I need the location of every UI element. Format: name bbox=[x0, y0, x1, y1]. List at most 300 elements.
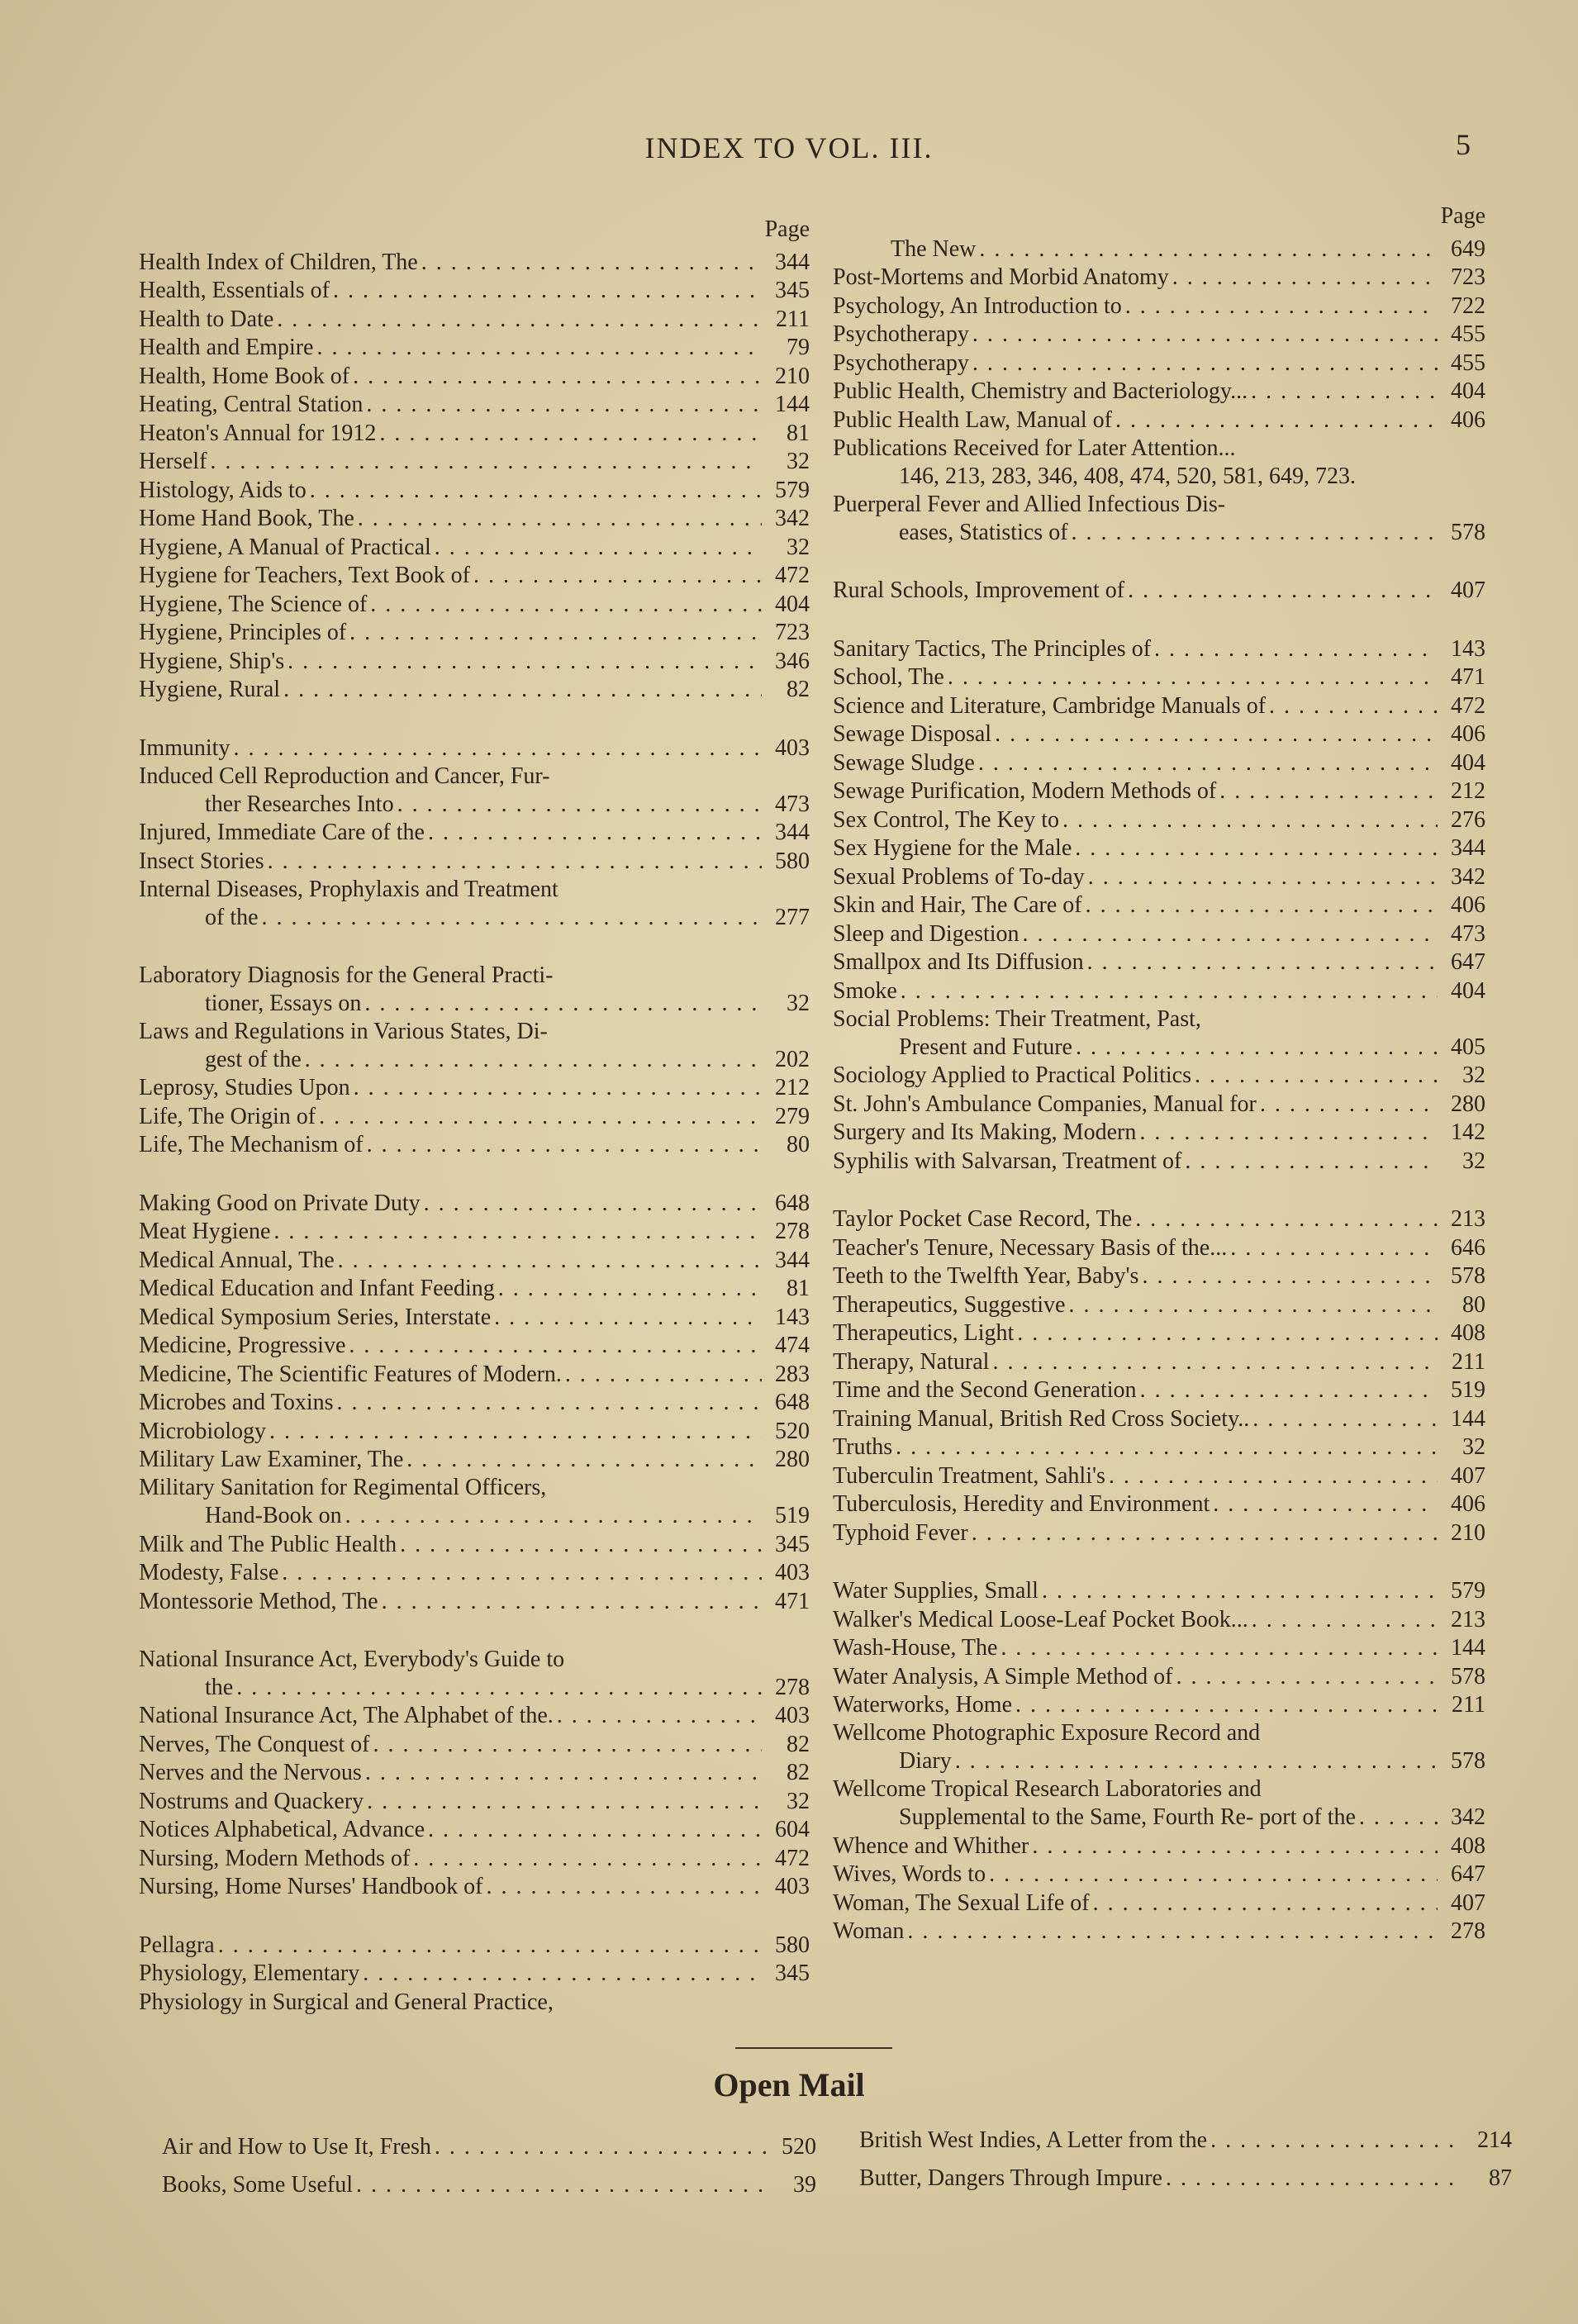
index-entry-title: Post-Mortems and Morbid Anatomy bbox=[833, 264, 1169, 290]
index-entry-title: Sociology Applied to Practical Politics bbox=[833, 1062, 1191, 1088]
leader-dots bbox=[494, 1304, 762, 1332]
index-entry-title: Wellcome Tropical Research Laboratories and bbox=[833, 1776, 1262, 1802]
leader-dots bbox=[1042, 1577, 1438, 1605]
index-entry-page: 406 bbox=[1451, 892, 1485, 918]
index-entry-title-continued: gest of the bbox=[205, 1046, 302, 1072]
leader-dots bbox=[486, 1873, 762, 1901]
index-entry bbox=[833, 863, 1485, 891]
page-column-label: Page bbox=[1440, 203, 1485, 229]
leader-dots bbox=[1260, 1091, 1438, 1119]
index-group-gap bbox=[833, 1176, 1485, 1205]
leader-dots bbox=[1219, 777, 1438, 806]
leader-dots bbox=[364, 990, 762, 1018]
index-entry-page: 404 bbox=[1451, 977, 1485, 1004]
index-entry bbox=[833, 891, 1485, 920]
leader-dots bbox=[473, 562, 762, 590]
index-entry-page: 646 bbox=[1451, 1234, 1485, 1261]
index-entry-page: 407 bbox=[1451, 577, 1485, 603]
index-entry bbox=[833, 292, 1485, 321]
index-entry-page: 723 bbox=[1451, 264, 1485, 290]
index-entry-title: St. John's Ambulance Companies, Manual for bbox=[833, 1091, 1257, 1117]
index-entry-title: Laws and Regulations in Various States, Di- bbox=[139, 1018, 548, 1044]
index-entry-title: Life, The Mechanism of bbox=[139, 1132, 364, 1157]
index-entry-title: Hygiene, Principles of bbox=[139, 620, 347, 645]
index-entry-title: Herself bbox=[139, 449, 207, 474]
leader-dots bbox=[233, 734, 762, 763]
index-entry bbox=[833, 1205, 1485, 1234]
index-entry-title-continued: eases, Statistics of bbox=[899, 519, 1068, 545]
index-entry-title: Nursing, Home Nurses' Handbook of bbox=[139, 1874, 483, 1899]
leader-dots bbox=[1142, 1262, 1438, 1290]
index-entry bbox=[833, 1319, 1485, 1348]
index-entry-continuation bbox=[139, 1046, 810, 1074]
leader-dots bbox=[397, 791, 762, 819]
index-entry bbox=[139, 1787, 810, 1816]
leader-dots bbox=[1213, 1490, 1438, 1518]
leader-dots bbox=[273, 1218, 762, 1246]
index-entry bbox=[139, 847, 810, 876]
index-entry-page: 32 bbox=[787, 990, 810, 1016]
index-entry bbox=[139, 1131, 810, 1160]
index-entry-page: 403 bbox=[775, 1703, 810, 1728]
index-entry-title: Injured, Immediate Care of the bbox=[139, 820, 425, 845]
leader-dots bbox=[421, 249, 762, 277]
leader-dots bbox=[1076, 1034, 1438, 1062]
leader-dots bbox=[379, 420, 762, 448]
leader-dots bbox=[979, 235, 1438, 264]
index-entry-page: 471 bbox=[775, 1588, 810, 1614]
leader-dots bbox=[1185, 1148, 1438, 1176]
index-entry-title: Social Problems: Their Treatment, Past, bbox=[833, 1005, 1201, 1032]
index-entry-title: Sewage Disposal bbox=[833, 721, 992, 747]
index-entry-page: 213 bbox=[1451, 1206, 1485, 1232]
leader-dots bbox=[989, 1861, 1438, 1889]
leader-dots bbox=[435, 534, 762, 562]
index-entry-title: Modesty, False bbox=[139, 1560, 279, 1585]
index-entry bbox=[139, 1246, 810, 1275]
index-entry-title: Butter, Dangers Through Impure bbox=[859, 2165, 1162, 2191]
leader-dots bbox=[972, 1519, 1438, 1547]
leader-dots bbox=[373, 1731, 762, 1759]
leader-dots bbox=[382, 1588, 762, 1616]
index-entry-title: National Insurance Act, Everybody's Guide to bbox=[139, 1646, 565, 1672]
index-entry-title: Water Analysis, A Simple Method of bbox=[833, 1663, 1173, 1690]
index-entry-title: Syphilis with Salvarsan, Treatment of bbox=[833, 1148, 1182, 1174]
leader-dots bbox=[1072, 519, 1438, 547]
index-entry-page: 32 bbox=[1462, 1434, 1485, 1460]
index-entry-page: 579 bbox=[1451, 1578, 1485, 1604]
index-entry bbox=[139, 1332, 810, 1361]
index-entry-title: Medical Symposium Series, Interstate bbox=[139, 1304, 492, 1330]
leader-dots bbox=[1075, 834, 1438, 863]
leader-dots bbox=[1176, 1663, 1438, 1691]
index-entry-page: 648 bbox=[775, 1390, 810, 1415]
index-entry-page: 406 bbox=[1451, 406, 1485, 433]
leader-dots bbox=[901, 977, 1438, 1005]
index-entry bbox=[139, 876, 810, 932]
page-header-title: INDEX TO VOL. III. bbox=[644, 131, 934, 164]
index-entry-title: Whence and Whither bbox=[833, 1832, 1029, 1859]
leader-dots bbox=[349, 619, 762, 647]
index-entry-page: 404 bbox=[1451, 378, 1485, 404]
index-entry bbox=[139, 1559, 810, 1588]
index-entry-title: Tuberculosis, Heredity and Environment bbox=[833, 1491, 1210, 1517]
index-entry bbox=[139, 1074, 810, 1103]
leader-dots bbox=[363, 1960, 762, 1988]
index-entry bbox=[139, 248, 810, 277]
index-entry bbox=[139, 362, 810, 391]
index-entry-title: National Insurance Act, The Alphabet of the. bbox=[139, 1703, 554, 1728]
index-entry-title: Puerperal Fever and Allied Infectious Dis- bbox=[833, 491, 1226, 517]
index-entry-title: Sexual Problems of To-day bbox=[833, 863, 1085, 890]
index-entry bbox=[139, 962, 810, 1018]
index-entry-title-continued: Supplemental to the Same, Fourth Re- port of the bbox=[899, 1804, 1356, 1830]
index-entry-title: Sex Hygiene for the Male bbox=[833, 835, 1072, 861]
index-entry-title: British West Indies, A Letter from the bbox=[859, 2127, 1208, 2153]
leader-dots bbox=[283, 676, 762, 704]
leader-dots bbox=[565, 1361, 762, 1389]
index-entry bbox=[833, 1889, 1485, 1918]
index-entry-page: 648 bbox=[775, 1190, 810, 1216]
index-entry-page: 344 bbox=[775, 249, 810, 275]
index-entry-page: 404 bbox=[1451, 749, 1485, 776]
index-entry-title: Heating, Central Station bbox=[139, 392, 364, 417]
index-entry-page: 342 bbox=[1451, 1804, 1485, 1830]
index-entry-page: 403 bbox=[775, 1874, 810, 1899]
index-entry bbox=[833, 948, 1485, 977]
index-entry bbox=[139, 277, 810, 306]
leader-dots bbox=[367, 1788, 762, 1816]
leader-dots bbox=[1166, 2165, 1464, 2193]
index-entry-page: 580 bbox=[775, 848, 810, 874]
index-entry-title: Physiology in Surgical and General Practice, bbox=[139, 1989, 554, 2015]
index-entry-title: Psychotherapy bbox=[833, 349, 969, 376]
index-entry-page: 345 bbox=[775, 278, 810, 303]
index-entry-title: Hygiene for Teachers, Text Book of bbox=[139, 563, 470, 588]
leader-dots bbox=[978, 749, 1438, 777]
leader-dots bbox=[1087, 948, 1438, 977]
leader-dots bbox=[955, 1747, 1438, 1775]
index-entry bbox=[139, 819, 810, 848]
index-entry-title: Training Manual, British Red Cross Society.. bbox=[833, 1405, 1250, 1432]
index-entry-page: 142 bbox=[1451, 1119, 1485, 1145]
index-entry-page: 32 bbox=[787, 534, 810, 560]
leader-dots bbox=[557, 1702, 762, 1730]
index-entry bbox=[833, 1404, 1485, 1433]
index-entry-page: 277 bbox=[775, 904, 810, 930]
leader-dots bbox=[310, 477, 762, 505]
index-entry bbox=[139, 590, 810, 619]
index-entry-title: Physiology, Elementary bbox=[139, 1960, 360, 1986]
index-entry-page: 471 bbox=[1451, 664, 1485, 690]
index-entry-page: 473 bbox=[1451, 920, 1485, 947]
leader-dots bbox=[365, 1759, 762, 1787]
index-entry bbox=[833, 435, 1485, 491]
index-entry bbox=[139, 1218, 810, 1247]
leader-dots bbox=[1062, 806, 1438, 834]
index-entry bbox=[833, 720, 1485, 749]
index-entry-title: Science and Literature, Cambridge Manuals of bbox=[833, 692, 1267, 719]
index-entry-title: Truths bbox=[833, 1434, 893, 1460]
index-entry bbox=[833, 1775, 1485, 1832]
index-entry-title: Medicine, Progressive bbox=[139, 1333, 346, 1358]
leader-dots bbox=[1139, 1119, 1438, 1147]
index-entry-page: 578 bbox=[1451, 1263, 1485, 1289]
index-entry-page: 722 bbox=[1451, 292, 1485, 319]
index-entry-page: 79 bbox=[787, 335, 810, 360]
index-entry-title: Books, Some Useful bbox=[162, 2172, 353, 2198]
leader-dots bbox=[262, 904, 762, 932]
index-entry-title: Sewage Sludge bbox=[833, 749, 975, 776]
leader-dots bbox=[400, 1531, 762, 1559]
index-entry-title: Montessorie Method, The bbox=[139, 1588, 378, 1614]
index-entry bbox=[833, 1376, 1485, 1405]
leader-dots bbox=[366, 391, 762, 419]
index-entry-title: Microbes and Toxins bbox=[139, 1390, 334, 1415]
index-entry-continuation bbox=[139, 791, 810, 819]
leader-dots bbox=[1269, 692, 1438, 720]
index-entry bbox=[833, 1691, 1485, 1720]
index-entry-page: 144 bbox=[1451, 1635, 1485, 1661]
index-entry-title: Therapeutics, Light bbox=[833, 1320, 1015, 1346]
index-entry bbox=[833, 235, 1485, 264]
index-entry-page: 519 bbox=[1451, 1377, 1485, 1403]
index-entry-title: Psychology, An Introduction to bbox=[833, 292, 1122, 319]
section-divider bbox=[735, 2047, 892, 2049]
index-entry bbox=[139, 763, 810, 819]
leader-dots bbox=[972, 321, 1438, 349]
index-entry bbox=[139, 1702, 810, 1731]
leader-dots bbox=[370, 591, 762, 619]
index-entry bbox=[833, 1433, 1485, 1462]
index-entry bbox=[139, 562, 810, 591]
index-entry-page: 280 bbox=[1451, 1091, 1485, 1117]
index-entry-page: 604 bbox=[775, 1817, 810, 1842]
open-mail-right-column bbox=[859, 2117, 1512, 2193]
index-entry-title-continued: ther Researches Into bbox=[205, 791, 394, 817]
index-entry-title: Woman, The Sexual Life of bbox=[833, 1889, 1090, 1916]
index-entry-page: 143 bbox=[1451, 635, 1485, 662]
index-entry-title: Walker's Medical Loose-Leaf Pocket Book... bbox=[833, 1606, 1248, 1633]
index-entry-page: 403 bbox=[775, 734, 810, 761]
page-number: 5 bbox=[1456, 128, 1471, 161]
index-entry-page: 210 bbox=[1451, 1519, 1485, 1546]
index-entry bbox=[833, 1147, 1485, 1176]
leader-dots bbox=[498, 1275, 762, 1303]
index-entry-page: 408 bbox=[1451, 1832, 1485, 1859]
index-entry-page: 474 bbox=[775, 1333, 810, 1358]
index-entry-title-continued: tioner, Essays on bbox=[205, 990, 362, 1016]
index-entry-title-continued: 146, 213, 283, 346, 408, 474, 520, 581, 649, 723. bbox=[899, 463, 1356, 489]
index-entry bbox=[139, 676, 810, 705]
index-entry-page: 473 bbox=[775, 791, 810, 817]
leader-dots bbox=[1068, 1291, 1438, 1319]
index-entry-title: Smallpox and Its Diffusion bbox=[833, 949, 1084, 975]
index-entry bbox=[139, 505, 810, 534]
index-entry-title: Hygiene, A Manual of Practical bbox=[139, 534, 431, 560]
index-entry bbox=[833, 1090, 1485, 1119]
index-entry-page: 520 bbox=[775, 1418, 810, 1444]
index-entry bbox=[833, 1347, 1485, 1376]
leader-dots bbox=[1115, 406, 1438, 435]
index-entry-title: Nerves, The Conquest of bbox=[139, 1731, 370, 1757]
index-entry bbox=[139, 1474, 810, 1530]
leader-dots bbox=[1088, 863, 1438, 891]
leader-dots bbox=[995, 720, 1438, 749]
index-entry bbox=[833, 1861, 1485, 1889]
index-entry bbox=[833, 577, 1485, 606]
index-entry bbox=[833, 1634, 1485, 1663]
index-entry-title: Time and the Second Generation bbox=[833, 1377, 1137, 1403]
index-entry-title-continued: Diary bbox=[899, 1748, 952, 1774]
index-entry-title: Publications Received for Later Attention... bbox=[833, 435, 1236, 461]
index-entry-title: Health to Date bbox=[139, 306, 274, 332]
index-entry-title: Milk and The Public Health bbox=[139, 1531, 397, 1557]
index-entry-title: Therapeutics, Suggestive bbox=[833, 1291, 1066, 1318]
index-entry bbox=[139, 1988, 810, 2017]
index-entry bbox=[833, 1233, 1485, 1262]
leader-dots bbox=[316, 334, 762, 362]
index-entry bbox=[139, 1873, 810, 1902]
leader-dots bbox=[356, 2171, 768, 2199]
index-entry bbox=[139, 1816, 810, 1845]
index-entry bbox=[833, 777, 1485, 806]
index-entry-page: 32 bbox=[1462, 1062, 1485, 1088]
index-entry-page: 87 bbox=[1489, 2165, 1512, 2191]
index-group-gap bbox=[139, 704, 810, 734]
index-group-gap bbox=[139, 1616, 810, 1646]
index-entry bbox=[139, 1931, 810, 1960]
index-entry-title: Life, The Origin of bbox=[139, 1103, 316, 1129]
index-entry-title: Wellcome Photographic Exposure Record and bbox=[833, 1720, 1261, 1746]
index-entry-title: Therapy, Natural bbox=[833, 1348, 990, 1375]
leader-dots bbox=[367, 1131, 762, 1159]
index-entry-title: Induced Cell Reproduction and Cancer, Fur- bbox=[139, 763, 550, 789]
index-entry-title: Public Health Law, Manual of bbox=[833, 406, 1112, 433]
leader-dots bbox=[269, 1418, 762, 1446]
leader-dots bbox=[288, 648, 762, 676]
index-entry-page: 406 bbox=[1451, 721, 1485, 747]
leader-dots bbox=[406, 1446, 762, 1474]
leader-dots bbox=[354, 1074, 762, 1102]
index-entry-page: 404 bbox=[775, 591, 810, 617]
index-entry bbox=[833, 920, 1485, 948]
index-entry-title: Sex Control, The Key to bbox=[833, 806, 1060, 833]
index-entry bbox=[139, 1275, 810, 1304]
index-entry-page: 580 bbox=[775, 1932, 810, 1958]
index-entry-continuation bbox=[833, 1804, 1485, 1832]
index-entry-page: 345 bbox=[775, 1960, 810, 1986]
index-entry bbox=[139, 305, 810, 334]
index-entry bbox=[139, 1587, 810, 1616]
index-entry bbox=[833, 1918, 1485, 1946]
index-entry-title: Military Law Examiner, The bbox=[139, 1447, 404, 1472]
index-entry bbox=[139, 419, 810, 448]
index-entry bbox=[139, 334, 810, 363]
index-entry-page: 346 bbox=[775, 648, 810, 674]
index-entry bbox=[139, 1189, 810, 1218]
index-entry bbox=[833, 264, 1485, 292]
index-entry-page: 82 bbox=[787, 1731, 810, 1757]
leader-dots bbox=[305, 1046, 762, 1074]
index-entry-page: 408 bbox=[1451, 1320, 1485, 1346]
index-entry-title: Nursing, Modern Methods of bbox=[139, 1845, 411, 1871]
index-entry bbox=[139, 734, 810, 763]
leader-dots bbox=[992, 1348, 1438, 1376]
index-entry-page: 472 bbox=[1451, 692, 1485, 719]
index-entry-page: 723 bbox=[775, 620, 810, 645]
index-entry-title: Hygiene, Rural bbox=[139, 677, 281, 702]
index-entry-title: Hygiene, Ship's bbox=[139, 648, 285, 674]
index-entry-title: Teeth to the Twelfth Year, Baby's bbox=[833, 1263, 1139, 1289]
index-entry-title: Health, Home Book of bbox=[139, 363, 350, 389]
index-entry bbox=[833, 491, 1485, 547]
index-entry-page: 403 bbox=[775, 1560, 810, 1585]
index-entry-page: 210 bbox=[775, 363, 810, 389]
index-entry-title: Tuberculin Treatment, Sahli's bbox=[833, 1462, 1105, 1489]
leader-dots bbox=[896, 1433, 1438, 1461]
index-entry-page: 143 bbox=[775, 1304, 810, 1330]
index-entry-title-continued: the bbox=[205, 1674, 234, 1700]
index-group-gap bbox=[139, 1901, 810, 1931]
index-entry-page: 276 bbox=[1451, 806, 1485, 833]
index-entry-title: Rural Schools, Improvement of bbox=[833, 577, 1125, 603]
index-left-column bbox=[139, 213, 810, 2017]
leader-dots bbox=[268, 848, 762, 876]
index-entry-page: 579 bbox=[775, 477, 810, 503]
index-right-column bbox=[833, 200, 1485, 1946]
index-entry bbox=[139, 448, 810, 477]
index-entry-title: Typhoid Fever bbox=[833, 1519, 968, 1546]
index-entry bbox=[833, 749, 1485, 777]
index-entry-continuation bbox=[139, 1674, 810, 1702]
index-entry-title: Internal Diseases, Prophylaxis and Treatment bbox=[139, 876, 558, 902]
index-group-gap bbox=[139, 1159, 810, 1189]
index-entry-page: 407 bbox=[1451, 1462, 1485, 1489]
index-entry-title: Smoke bbox=[833, 977, 897, 1004]
index-entry-title-continued: of the bbox=[205, 904, 259, 930]
index-entry bbox=[139, 1446, 810, 1475]
leader-dots bbox=[428, 1816, 762, 1844]
index-entry-title: Water Supplies, Small bbox=[833, 1578, 1039, 1604]
index-entry bbox=[833, 1719, 1485, 1775]
leader-dots bbox=[948, 663, 1438, 691]
open-mail-heading: Open Mail bbox=[713, 2066, 865, 2103]
leader-dots bbox=[1252, 1606, 1438, 1634]
index-entry bbox=[139, 1646, 810, 1702]
index-entry bbox=[833, 1119, 1485, 1148]
index-entry-title: Surgery and Its Making, Modern bbox=[833, 1119, 1137, 1145]
leader-dots bbox=[1195, 1062, 1438, 1090]
index-entry-page: 647 bbox=[1451, 1861, 1485, 1887]
index-entry bbox=[833, 1262, 1485, 1291]
index-entry-title: Skin and Hair, The Care of bbox=[833, 892, 1082, 918]
index-entry-title: Heaton's Annual for 1912 bbox=[139, 420, 377, 446]
leader-dots bbox=[1172, 264, 1438, 292]
leader-dots bbox=[424, 1190, 762, 1218]
index-entry-page: 32 bbox=[1462, 1148, 1485, 1174]
index-entry bbox=[139, 391, 810, 420]
index-entry-page: 212 bbox=[1451, 778, 1485, 804]
index-entry bbox=[833, 1461, 1485, 1490]
index-entry-page: 472 bbox=[775, 1845, 810, 1871]
index-entry-page: 578 bbox=[1451, 1663, 1485, 1690]
index-entry-title: Pellagra bbox=[139, 1932, 215, 1958]
index-entry-title-continued: Hand-Book on bbox=[205, 1503, 342, 1528]
index-entry-page: 39 bbox=[793, 2172, 816, 2198]
index-entry-title: Psychotherapy bbox=[833, 321, 969, 347]
index-entry bbox=[162, 2123, 816, 2161]
